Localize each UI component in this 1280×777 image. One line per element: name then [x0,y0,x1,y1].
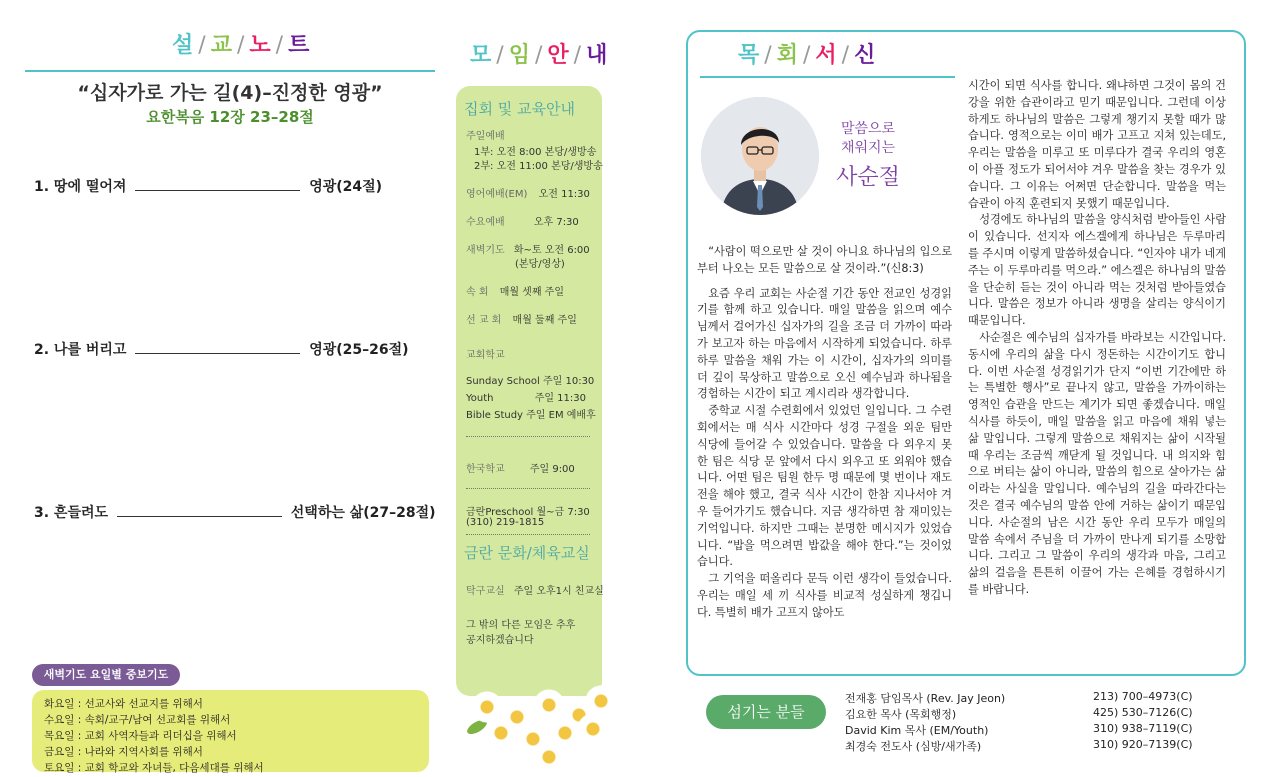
letter-paragraph: 요즘 우리 교회는 사순절 기간 동안 전교인 성경읽기를 함께 하고 있습니다. 매일 말씀을 읽으며 예수님께서 걸어가신 십자가의 길을 조금 더 가까이 따라가 보고자 하는 마음에서 시작하게 되었습니다. 하루하루 말씀을 채워 가는 이 시간이, 십자가의 의미를 더 깊이 묵상하고 말씀으로 오신 예수님과 하나됨을 경험하는 시간이 되고 계시리라 생각합니다. [697,286,952,401]
sermon-passage: 요한복음 12장 23–28절 [146,108,314,126]
letter-paragraph: 중학교 시절 수련회에서 있었던 일입니다. 그 수련회에서는 매 식사 시간마다 성경 구절을 외운 팀만 식당에 들어갈 수 있었습니다. 말씀을 다 외우지 못한 팀은 식당 문 앞에서 다시 외우고 또 외워야 했습니다. 어떤 팀은 팀원 한두 명 때문에 몇 번이나 재도전을 해야 했고, 결국 식사 시간이 한참 지나서야 겨우 들어가기도 했습니다. 지금 생각하면 참 재미있는 기억입니다. 하지만 그때는 분명한 메시지가 있었습니다. “밥을 먹으려면 밥값을 해야 한다.”는 것이었습니다. [697,404,952,569]
title-char: 임 [508,43,531,68]
pingpong [466,582,604,597]
wed-label: 수요예배 [466,217,505,228]
note-point-suffix: 영광(24절) [309,179,383,195]
youth-label: Youth [466,393,494,404]
letter-divider [700,76,955,78]
youth-time: 주일 11:30 [534,393,587,404]
sok-meeting [466,283,564,298]
dawn-service [466,241,590,256]
letter-paragraph: 그 기억을 떠올리다 문득 이런 생각이 들었습니다. 우리는 매일 세 끼 식사를 비교적 성실하게 챙깁니다. 특별히 배가 고프지 않아도 [697,572,952,619]
letter-paragraph: 시간이 되면 식사를 합니다. 왜냐하면 그것이 몸의 건강을 위한 습관이라고 믿기 때문입니다. 그런데 이상하게도 하나님의 말씀은 그렇게 챙기지 못할 때가 많습니다. 영적으로는 이미 배가 고프고 지쳐 있는데도, 우리는 말씀을 미루고 또 미루다가 결국 우리의 영혼이 아플 정도가 되어서야 겨우 말씀을 찾는 경우가 있습니다. 그 이유는 어쩌면 단순합니다. 말씀을 먹는 습관이 아직 훈련되지 못했기 때문입니다. [968,79,1226,210]
sunday-school: Sunday School 주일 10:30 [466,376,595,387]
staff-name: 전재홍 담임목사 (Rev. Jay Jeon) [845,692,1006,705]
note-point-prefix: 2. 나를 버리고 [34,342,127,358]
korean-label: 한국학교 [466,464,505,475]
staff-phone: 425) 530–7126(C) [1093,706,1193,719]
notes-section-title: 설 / 교 / 노 / 트 [172,33,311,58]
em-time: 오전 11:30 [538,189,590,200]
note-point-prefix: 3. 흔들려도 [34,505,109,521]
title-char: 교 [210,33,233,58]
note-point-3 [34,502,436,522]
fill-in-blank[interactable] [135,341,300,354]
letter-paragraph: 사순절은 예수님의 십자가를 바라보는 시간입니다. 동시에 우리의 삶을 다시 정돈하는 시간이기도 합니다. 이번 사순절 성경읽기가 단지 “이번 기간에만 하는 특별한 행사”로 끝나지 않고, 말씀을 가까이하는 영적인 습관을 만드는 계기가 되면 좋겠습니다. 매일 식사를 하듯이, 매일 말씀을 읽고 마음에 채워 넣는 삶 말입니다. 그렇게 말씀으로 채워지는 삶이 시작될 때 우리는 조금씩 깨닫게 될 것입니다. 내 의지와 힘으로 버티는 삶이 아니라, 말씀의 힘으로 살아가는 삶이라는 사실을 말입니다. 예수님의 길을 따라간다는 것은 결국 예수님의 말씀 안에 거하는 삶이기 때문입니다. 사순절의 남은 시간 동안 우리 모두가 매일의 말씀 속에서 주님을 더 가까이 만나게 되기를 소망합니다. 그리고 그 말씀이 우리의 생각과 마음, 그리고 삶의 걸음을 튼튼히 이끌어 가는 은혜를 경험하시기를 바랍니다. [968,330,1226,596]
note-point-suffix: 영광(25–26절) [309,342,409,358]
prayer-item: 금요일 : 나라와 지역사회를 위해서 [44,746,203,758]
letter-subtitle [828,120,908,158]
other-notice-1: 그 밖의 다른 모임은 추후 [466,620,576,631]
wed-time: 오후 7:30 [533,217,579,228]
mission-time: 매월 둘째 주일 [512,315,577,326]
title-char: 안 [547,43,570,68]
staff-phone: 310) 920–7139(C) [1093,738,1193,751]
notes-divider [25,70,435,72]
prayer-item: 수요일 : 속회/교구/남여 선교회를 위해서 [44,714,231,726]
letter-section-title: 목 / 회 / 서 / 신 [738,43,877,68]
title-char: 내 [586,43,609,68]
title-char: 설 [172,33,195,58]
staff-phone: 213) 700–4973(C) [1093,690,1193,703]
title-char: 트 [288,33,311,58]
staff-name: 최경숙 전도사 (심방/새가족) [845,740,982,753]
wed-service [466,213,579,228]
dawn-place: (본당/영상) [515,259,565,270]
korean-time: 주일 9:00 [529,464,575,475]
letter-subtitle-line: 말씀으로 [840,121,896,137]
pingpong-label: 탁구교실 [466,586,505,597]
letter-subtitle-line: 채워지는 [840,140,896,156]
dotted-divider [466,488,590,489]
prayer-item: 토요일 : 교회 학교와 자녀들, 다음세대를 위해서 [44,762,264,774]
sok-label: 속 회 [466,287,489,298]
title-char: 목 [738,43,761,68]
dawn-time: 화~토 오전 6:00 [513,245,590,256]
title-char: 신 [854,43,877,68]
meetings-section-title: 모 / 임 / 안 / 내 [470,43,609,68]
sunday-service-2: 2부: 오전 11:00 본당/생방송 [474,161,603,172]
em-label: 영어예배(EM) [466,189,528,200]
youth [466,389,586,404]
prayer-item: 목요일 : 교회 사역자들과 리더십을 위해서 [44,730,237,742]
title-char: 노 [249,33,272,58]
fill-in-blank[interactable] [117,504,282,517]
letter-heading-name: 사순절 [836,165,900,190]
dotted-divider [466,436,590,437]
note-point-suffix: 선택하는 삶(27–28절) [290,505,436,521]
mission-label: 선 교 회 [466,315,502,326]
staff-badge: 섬기는 분들 [706,695,826,729]
staff-name: 김요한 목사 (목회행정) [845,708,957,721]
person-icon [701,97,819,215]
sermon-title: “십자가로 가는 길(4)–진정한 영광” [77,82,383,104]
note-point-prefix: 1. 땅에 떨어져 [34,179,127,195]
mission-meeting [466,311,577,326]
meetings-heading: 집회 및 교육안내 [464,100,575,118]
pingpong-time: 주일 오후1시 친교실 [513,586,604,597]
preschool: 금란Preschool 월~금 7:30 [466,507,590,518]
letter-paragraph: “사람이 떡으로만 살 것이 아니요 하나님의 입으로부터 나오는 모든 말씀으로 살 것이라.”(신8:3) [697,245,952,275]
church-school-label: 교회학교 [466,350,505,361]
bible-study: Bible Study 주일 EM 예배후 [466,410,596,421]
letter-left-column [697,244,952,622]
letter-right-column [968,78,1226,599]
dawn-label: 새벽기도 [466,245,505,256]
title-char: 회 [776,43,799,68]
staff-phone: 310) 938–7119(C) [1093,722,1193,735]
culture-heading: 금란 문화/체육교실 [464,544,590,562]
note-point-2 [34,339,409,359]
title-char: 모 [470,43,493,68]
dotted-divider [466,534,590,535]
letter-paragraph: 성경에도 하나님의 말씀을 양식처럼 받아들인 사람이 있습니다. 선지자 에스겔에게 하나님은 두루마리를 주시며 이렇게 말씀하셨습니다. “인자야 내가 네게 주는 이 두루마리를 먹으라.” 에스겔은 하나님의 말씀을 단순히 듣는 것이 아니라 먹는 것처럼 받아들였습니다. 말씀은 정보가 아니라 생명을 살리는 양식이기 때문입니다. [968,213,1226,328]
other-notice-2: 공지하겠습니다 [466,635,534,646]
title-char: 서 [815,43,838,68]
preschool-phone: (310) 219-1815 [466,517,545,528]
prayer-item: 화요일 : 선교사와 선교지를 위해서 [44,698,203,710]
fill-in-blank[interactable] [135,178,300,191]
pastor-portrait [701,97,819,215]
em-service [466,185,590,200]
sok-time: 매월 셋째 주일 [499,287,565,298]
korean-school [466,460,575,475]
staff-name: David Kim 목사 (EM/Youth) [845,724,989,737]
prayer-badge: 새벽기도 요일별 중보기도 [32,664,180,686]
sunday-service-1: 1부: 오전 8:00 본당/생방송 [474,147,597,158]
sunday-label: 주일예배 [466,131,505,142]
note-point-1 [34,176,382,196]
